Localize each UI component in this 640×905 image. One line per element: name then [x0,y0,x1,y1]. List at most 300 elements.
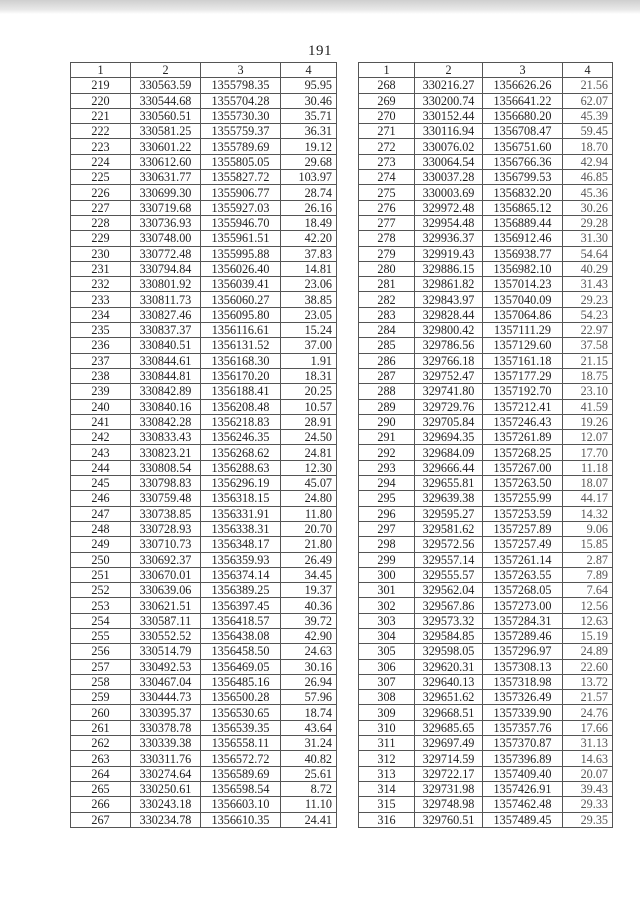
cell-y-coordinate: 1356438.08 [201,628,281,643]
cell-y-coordinate: 1356188.41 [201,384,281,399]
cell-distance: 24.76 [563,705,613,720]
cell-x-coordinate: 330692.37 [131,552,201,567]
cell-distance: 21.15 [563,353,613,368]
cell-y-coordinate: 1357357.76 [483,720,563,735]
cell-x-coordinate: 329584.85 [415,628,483,643]
table-row [71,781,337,796]
cell-y-coordinate: 1356558.11 [201,736,281,751]
cell-distance: 26.94 [281,674,337,689]
cell-point-number: 229 [71,231,131,246]
table-row [359,338,613,353]
cell-y-coordinate: 1356865.12 [483,200,563,215]
cell-distance: 9.06 [563,521,613,536]
cell-point-number: 270 [359,108,415,123]
cell-y-coordinate: 1357267.00 [483,460,563,475]
page-number: 191 [308,43,332,59]
cell-point-number: 309 [359,705,415,720]
cell-y-coordinate: 1356095.80 [201,307,281,322]
table-row [71,78,337,93]
table-row [359,659,613,674]
cell-x-coordinate: 330581.25 [131,124,201,139]
cell-y-coordinate: 1356589.69 [201,766,281,781]
table-row [71,720,337,735]
cell-x-coordinate: 330152.44 [415,108,483,123]
cell-point-number: 313 [359,766,415,781]
table-row [71,674,337,689]
cell-x-coordinate: 330710.73 [131,537,201,552]
cell-distance: 41.59 [563,399,613,414]
table-row [359,705,613,720]
table-row [359,414,613,429]
column-header-distance: 4 [281,63,337,78]
cell-x-coordinate: 330601.22 [131,139,201,154]
table-row [359,628,613,643]
cell-distance: 21.57 [563,690,613,705]
cell-x-coordinate: 329828.44 [415,307,483,322]
cell-y-coordinate: 1356296.19 [201,476,281,491]
cell-x-coordinate: 330612.60 [131,154,201,169]
cell-y-coordinate: 1357426.91 [483,781,563,796]
table-row [359,185,613,200]
cell-x-coordinate: 329800.42 [415,323,483,338]
cell-y-coordinate: 1356530.65 [201,705,281,720]
cell-y-coordinate: 1356539.35 [201,720,281,735]
cell-y-coordinate: 1356832.20 [483,185,563,200]
cell-x-coordinate: 330794.84 [131,261,201,276]
cell-x-coordinate: 330544.68 [131,93,201,108]
table-row [359,215,613,230]
cell-point-number: 253 [71,598,131,613]
cell-x-coordinate: 329697.49 [415,736,483,751]
table-row [71,414,337,429]
cell-y-coordinate: 1357014.23 [483,277,563,292]
cell-point-number: 244 [71,460,131,475]
cell-point-number: 222 [71,124,131,139]
cell-x-coordinate: 330444.73 [131,690,201,705]
cell-distance: 54.23 [563,307,613,322]
table-body-right [359,78,613,828]
cell-distance: 39.72 [281,613,337,628]
cell-distance: 18.31 [281,368,337,383]
cell-x-coordinate: 330037.28 [415,170,483,185]
cell-x-coordinate: 330250.61 [131,781,201,796]
table-row [359,552,613,567]
cell-y-coordinate: 1357255.99 [483,491,563,506]
cell-distance: 42.94 [563,154,613,169]
cell-point-number: 248 [71,521,131,536]
cell-y-coordinate: 1356170.20 [201,368,281,383]
cell-distance: 18.75 [563,368,613,383]
table-row [71,506,337,521]
cell-distance: 20.70 [281,521,337,536]
cell-y-coordinate: 1357161.18 [483,353,563,368]
cell-x-coordinate: 330833.43 [131,430,201,445]
cell-point-number: 219 [71,78,131,93]
cell-distance: 23.05 [281,307,337,322]
cell-point-number: 245 [71,476,131,491]
cell-distance: 30.46 [281,93,337,108]
cell-y-coordinate: 1356469.05 [201,659,281,674]
cell-distance: 29.28 [563,215,613,230]
cell-x-coordinate: 329741.80 [415,384,483,399]
cell-distance: 29.68 [281,154,337,169]
cell-x-coordinate: 330552.52 [131,628,201,643]
table-row [71,628,337,643]
cell-distance: 31.13 [563,736,613,751]
cell-point-number: 306 [359,659,415,674]
cell-x-coordinate: 330844.61 [131,353,201,368]
cell-distance: 36.31 [281,124,337,139]
cell-point-number: 250 [71,552,131,567]
cell-point-number: 226 [71,185,131,200]
cell-distance: 24.41 [281,812,337,827]
cell-distance: 45.07 [281,476,337,491]
table-row [71,430,337,445]
cell-point-number: 292 [359,445,415,460]
table-row [71,215,337,230]
cell-x-coordinate: 330492.53 [131,659,201,674]
cell-x-coordinate: 329843.97 [415,292,483,307]
cell-point-number: 230 [71,246,131,261]
cell-distance: 19.37 [281,583,337,598]
cell-distance: 13.72 [563,674,613,689]
table-row [359,720,613,735]
cell-distance: 22.97 [563,323,613,338]
cell-point-number: 247 [71,506,131,521]
cell-point-number: 289 [359,399,415,414]
cell-x-coordinate: 329685.65 [415,720,483,735]
cell-y-coordinate: 1356116.61 [201,323,281,338]
table-row [359,231,613,246]
cell-y-coordinate: 1355704.28 [201,93,281,108]
cell-point-number: 291 [359,430,415,445]
cell-point-number: 294 [359,476,415,491]
column-header-y: 3 [201,63,281,78]
cell-y-coordinate: 1355906.77 [201,185,281,200]
cell-x-coordinate: 330563.59 [131,78,201,93]
cell-y-coordinate: 1357489.45 [483,812,563,827]
cell-y-coordinate: 1355759.37 [201,124,281,139]
cell-x-coordinate: 330274.64 [131,766,201,781]
table-row [359,78,613,93]
cell-point-number: 290 [359,414,415,429]
cell-point-number: 269 [359,93,415,108]
cell-distance: 2.87 [563,552,613,567]
cell-distance: 14.32 [563,506,613,521]
table-row [359,124,613,139]
cell-y-coordinate: 1356331.91 [201,506,281,521]
cell-point-number: 303 [359,613,415,628]
cell-distance: 29.33 [563,797,613,812]
table-row [359,690,613,705]
cell-x-coordinate: 330798.83 [131,476,201,491]
cell-point-number: 265 [71,781,131,796]
cell-x-coordinate: 330736.93 [131,215,201,230]
cell-distance: 18.74 [281,705,337,720]
cell-point-number: 225 [71,170,131,185]
table-row [71,93,337,108]
cell-y-coordinate: 1356799.53 [483,170,563,185]
cell-point-number: 293 [359,460,415,475]
cell-point-number: 305 [359,644,415,659]
cell-x-coordinate: 329655.81 [415,476,483,491]
table-row [71,139,337,154]
table-row [71,659,337,674]
cell-y-coordinate: 1356268.62 [201,445,281,460]
table-row [71,399,337,414]
cell-distance: 44.17 [563,491,613,506]
cell-x-coordinate: 329919.43 [415,246,483,261]
cell-distance: 24.81 [281,445,337,460]
cell-x-coordinate: 330243.18 [131,797,201,812]
cell-y-coordinate: 1357263.50 [483,476,563,491]
cell-y-coordinate: 1356397.45 [201,598,281,613]
cell-x-coordinate: 330587.11 [131,613,201,628]
cell-x-coordinate: 329786.56 [415,338,483,353]
table-row [359,736,613,751]
cell-y-coordinate: 1356912.46 [483,231,563,246]
table-row [359,460,613,475]
table-row [359,368,613,383]
cell-y-coordinate: 1356500.28 [201,690,281,705]
cell-point-number: 267 [71,812,131,827]
cell-distance: 12.63 [563,613,613,628]
cell-point-number: 275 [359,185,415,200]
table-row [359,812,613,827]
cell-x-coordinate: 329752.47 [415,368,483,383]
cell-point-number: 242 [71,430,131,445]
cell-point-number: 256 [71,644,131,659]
cell-x-coordinate: 329573.32 [415,613,483,628]
cell-x-coordinate: 330759.48 [131,491,201,506]
cell-y-coordinate: 1356131.52 [201,338,281,353]
table-row [359,139,613,154]
table-row [359,430,613,445]
cell-distance: 20.07 [563,766,613,781]
cell-y-coordinate: 1356938.77 [483,246,563,261]
cell-distance: 12.56 [563,598,613,613]
table-row [71,384,337,399]
cell-point-number: 233 [71,292,131,307]
column-header-y: 3 [483,63,563,78]
cell-distance: 15.24 [281,323,337,338]
cell-point-number: 260 [71,705,131,720]
table-row [71,154,337,169]
cell-distance: 30.26 [563,200,613,215]
cell-y-coordinate: 1357308.13 [483,659,563,674]
cell-y-coordinate: 1356458.50 [201,644,281,659]
cell-point-number: 281 [359,277,415,292]
cell-point-number: 285 [359,338,415,353]
table-row [359,751,613,766]
table-row [71,170,337,185]
cell-distance: 10.57 [281,399,337,414]
cell-x-coordinate: 330639.06 [131,583,201,598]
cell-y-coordinate: 1357409.40 [483,766,563,781]
column-header-x: 2 [131,63,201,78]
cell-y-coordinate: 1355946.70 [201,215,281,230]
cell-x-coordinate: 329684.09 [415,445,483,460]
table-body-left [71,78,337,828]
cell-distance: 62.07 [563,93,613,108]
table-row [359,491,613,506]
cell-x-coordinate: 329567.86 [415,598,483,613]
cell-y-coordinate: 1356626.26 [483,78,563,93]
cell-distance: 40.82 [281,751,337,766]
cell-y-coordinate: 1357177.29 [483,368,563,383]
cell-point-number: 272 [359,139,415,154]
cell-y-coordinate: 1356348.17 [201,537,281,552]
cell-y-coordinate: 1355995.88 [201,246,281,261]
cell-distance: 31.30 [563,231,613,246]
table-row [71,537,337,552]
table-row [359,613,613,628]
cell-point-number: 286 [359,353,415,368]
cell-y-coordinate: 1356060.27 [201,292,281,307]
table-row [359,797,613,812]
cell-distance: 22.60 [563,659,613,674]
cell-x-coordinate: 330801.92 [131,277,201,292]
table-row [359,644,613,659]
cell-y-coordinate: 1355789.69 [201,139,281,154]
table-row [71,108,337,123]
cell-point-number: 271 [359,124,415,139]
cell-x-coordinate: 330076.02 [415,139,483,154]
cell-distance: 45.36 [563,185,613,200]
cell-distance: 23.06 [281,277,337,292]
cell-y-coordinate: 1356598.54 [201,781,281,796]
cell-point-number: 243 [71,445,131,460]
cell-y-coordinate: 1356318.15 [201,491,281,506]
cell-y-coordinate: 1357284.31 [483,613,563,628]
table-row [71,690,337,705]
cell-point-number: 241 [71,414,131,429]
table-row [359,476,613,491]
cell-point-number: 288 [359,384,415,399]
cell-distance: 42.20 [281,231,337,246]
cell-y-coordinate: 1356751.60 [483,139,563,154]
cell-x-coordinate: 329861.82 [415,277,483,292]
column-header-point-number: 1 [71,63,131,78]
cell-distance: 12.30 [281,460,337,475]
cell-x-coordinate: 330378.78 [131,720,201,735]
cell-x-coordinate: 329766.18 [415,353,483,368]
cell-distance: 11.80 [281,506,337,521]
cell-y-coordinate: 1357246.43 [483,414,563,429]
cell-point-number: 227 [71,200,131,215]
table-row [71,445,337,460]
cell-x-coordinate: 330840.16 [131,399,201,414]
cell-y-coordinate: 1357462.48 [483,797,563,812]
cell-distance: 35.71 [281,108,337,123]
cell-y-coordinate: 1355827.72 [201,170,281,185]
cell-point-number: 314 [359,781,415,796]
cell-point-number: 277 [359,215,415,230]
table-row [359,292,613,307]
table-row [359,108,613,123]
table-row [359,567,613,582]
cell-distance: 7.64 [563,583,613,598]
cell-point-number: 246 [71,491,131,506]
cell-x-coordinate: 330339.38 [131,736,201,751]
cell-x-coordinate: 330234.78 [131,812,201,827]
table-row [71,246,337,261]
cell-distance: 12.07 [563,430,613,445]
cell-distance: 43.64 [281,720,337,735]
cell-distance: 40.29 [563,261,613,276]
cell-x-coordinate: 330003.69 [415,185,483,200]
cell-y-coordinate: 1356039.41 [201,277,281,292]
cell-point-number: 258 [71,674,131,689]
cell-distance: 8.72 [281,781,337,796]
cell-y-coordinate: 1357129.60 [483,338,563,353]
cell-point-number: 299 [359,552,415,567]
cell-x-coordinate: 329562.04 [415,583,483,598]
cell-x-coordinate: 330811.73 [131,292,201,307]
cell-point-number: 295 [359,491,415,506]
cell-y-coordinate: 1356485.16 [201,674,281,689]
table-row [359,583,613,598]
cell-point-number: 263 [71,751,131,766]
table-row [71,200,337,215]
cell-y-coordinate: 1357339.90 [483,705,563,720]
cell-point-number: 316 [359,812,415,827]
cell-y-coordinate: 1357212.41 [483,399,563,414]
cell-y-coordinate: 1357296.97 [483,644,563,659]
cell-distance: 24.63 [281,644,337,659]
cell-distance: 42.90 [281,628,337,643]
cell-y-coordinate: 1356389.25 [201,583,281,598]
cell-distance: 19.26 [563,414,613,429]
cell-y-coordinate: 1357111.29 [483,323,563,338]
cell-x-coordinate: 329748.98 [415,797,483,812]
table-row [71,797,337,812]
table-row [71,261,337,276]
cell-distance: 38.85 [281,292,337,307]
cell-point-number: 237 [71,353,131,368]
cell-point-number: 301 [359,583,415,598]
cell-point-number: 238 [71,368,131,383]
table-row [359,307,613,322]
cell-y-coordinate: 1356418.57 [201,613,281,628]
cell-y-coordinate: 1357273.00 [483,598,563,613]
table-row [71,521,337,536]
cell-y-coordinate: 1356208.48 [201,399,281,414]
cell-distance: 21.56 [563,78,613,93]
table-row [359,399,613,414]
table-row [71,812,337,827]
table-row [71,644,337,659]
cell-y-coordinate: 1357261.89 [483,430,563,445]
cell-point-number: 261 [71,720,131,735]
cell-point-number: 259 [71,690,131,705]
cell-y-coordinate: 1356572.72 [201,751,281,766]
table-row [71,368,337,383]
cell-point-number: 235 [71,323,131,338]
cell-x-coordinate: 329694.35 [415,430,483,445]
table-row [71,491,337,506]
cell-x-coordinate: 329620.31 [415,659,483,674]
cell-distance: 28.91 [281,414,337,429]
cell-distance: 37.58 [563,338,613,353]
cell-x-coordinate: 330670.01 [131,567,201,582]
table-row [71,552,337,567]
cell-x-coordinate: 330827.46 [131,307,201,322]
cell-point-number: 300 [359,567,415,582]
cell-distance: 28.74 [281,185,337,200]
cell-x-coordinate: 329572.56 [415,537,483,552]
cell-y-coordinate: 1356288.63 [201,460,281,475]
